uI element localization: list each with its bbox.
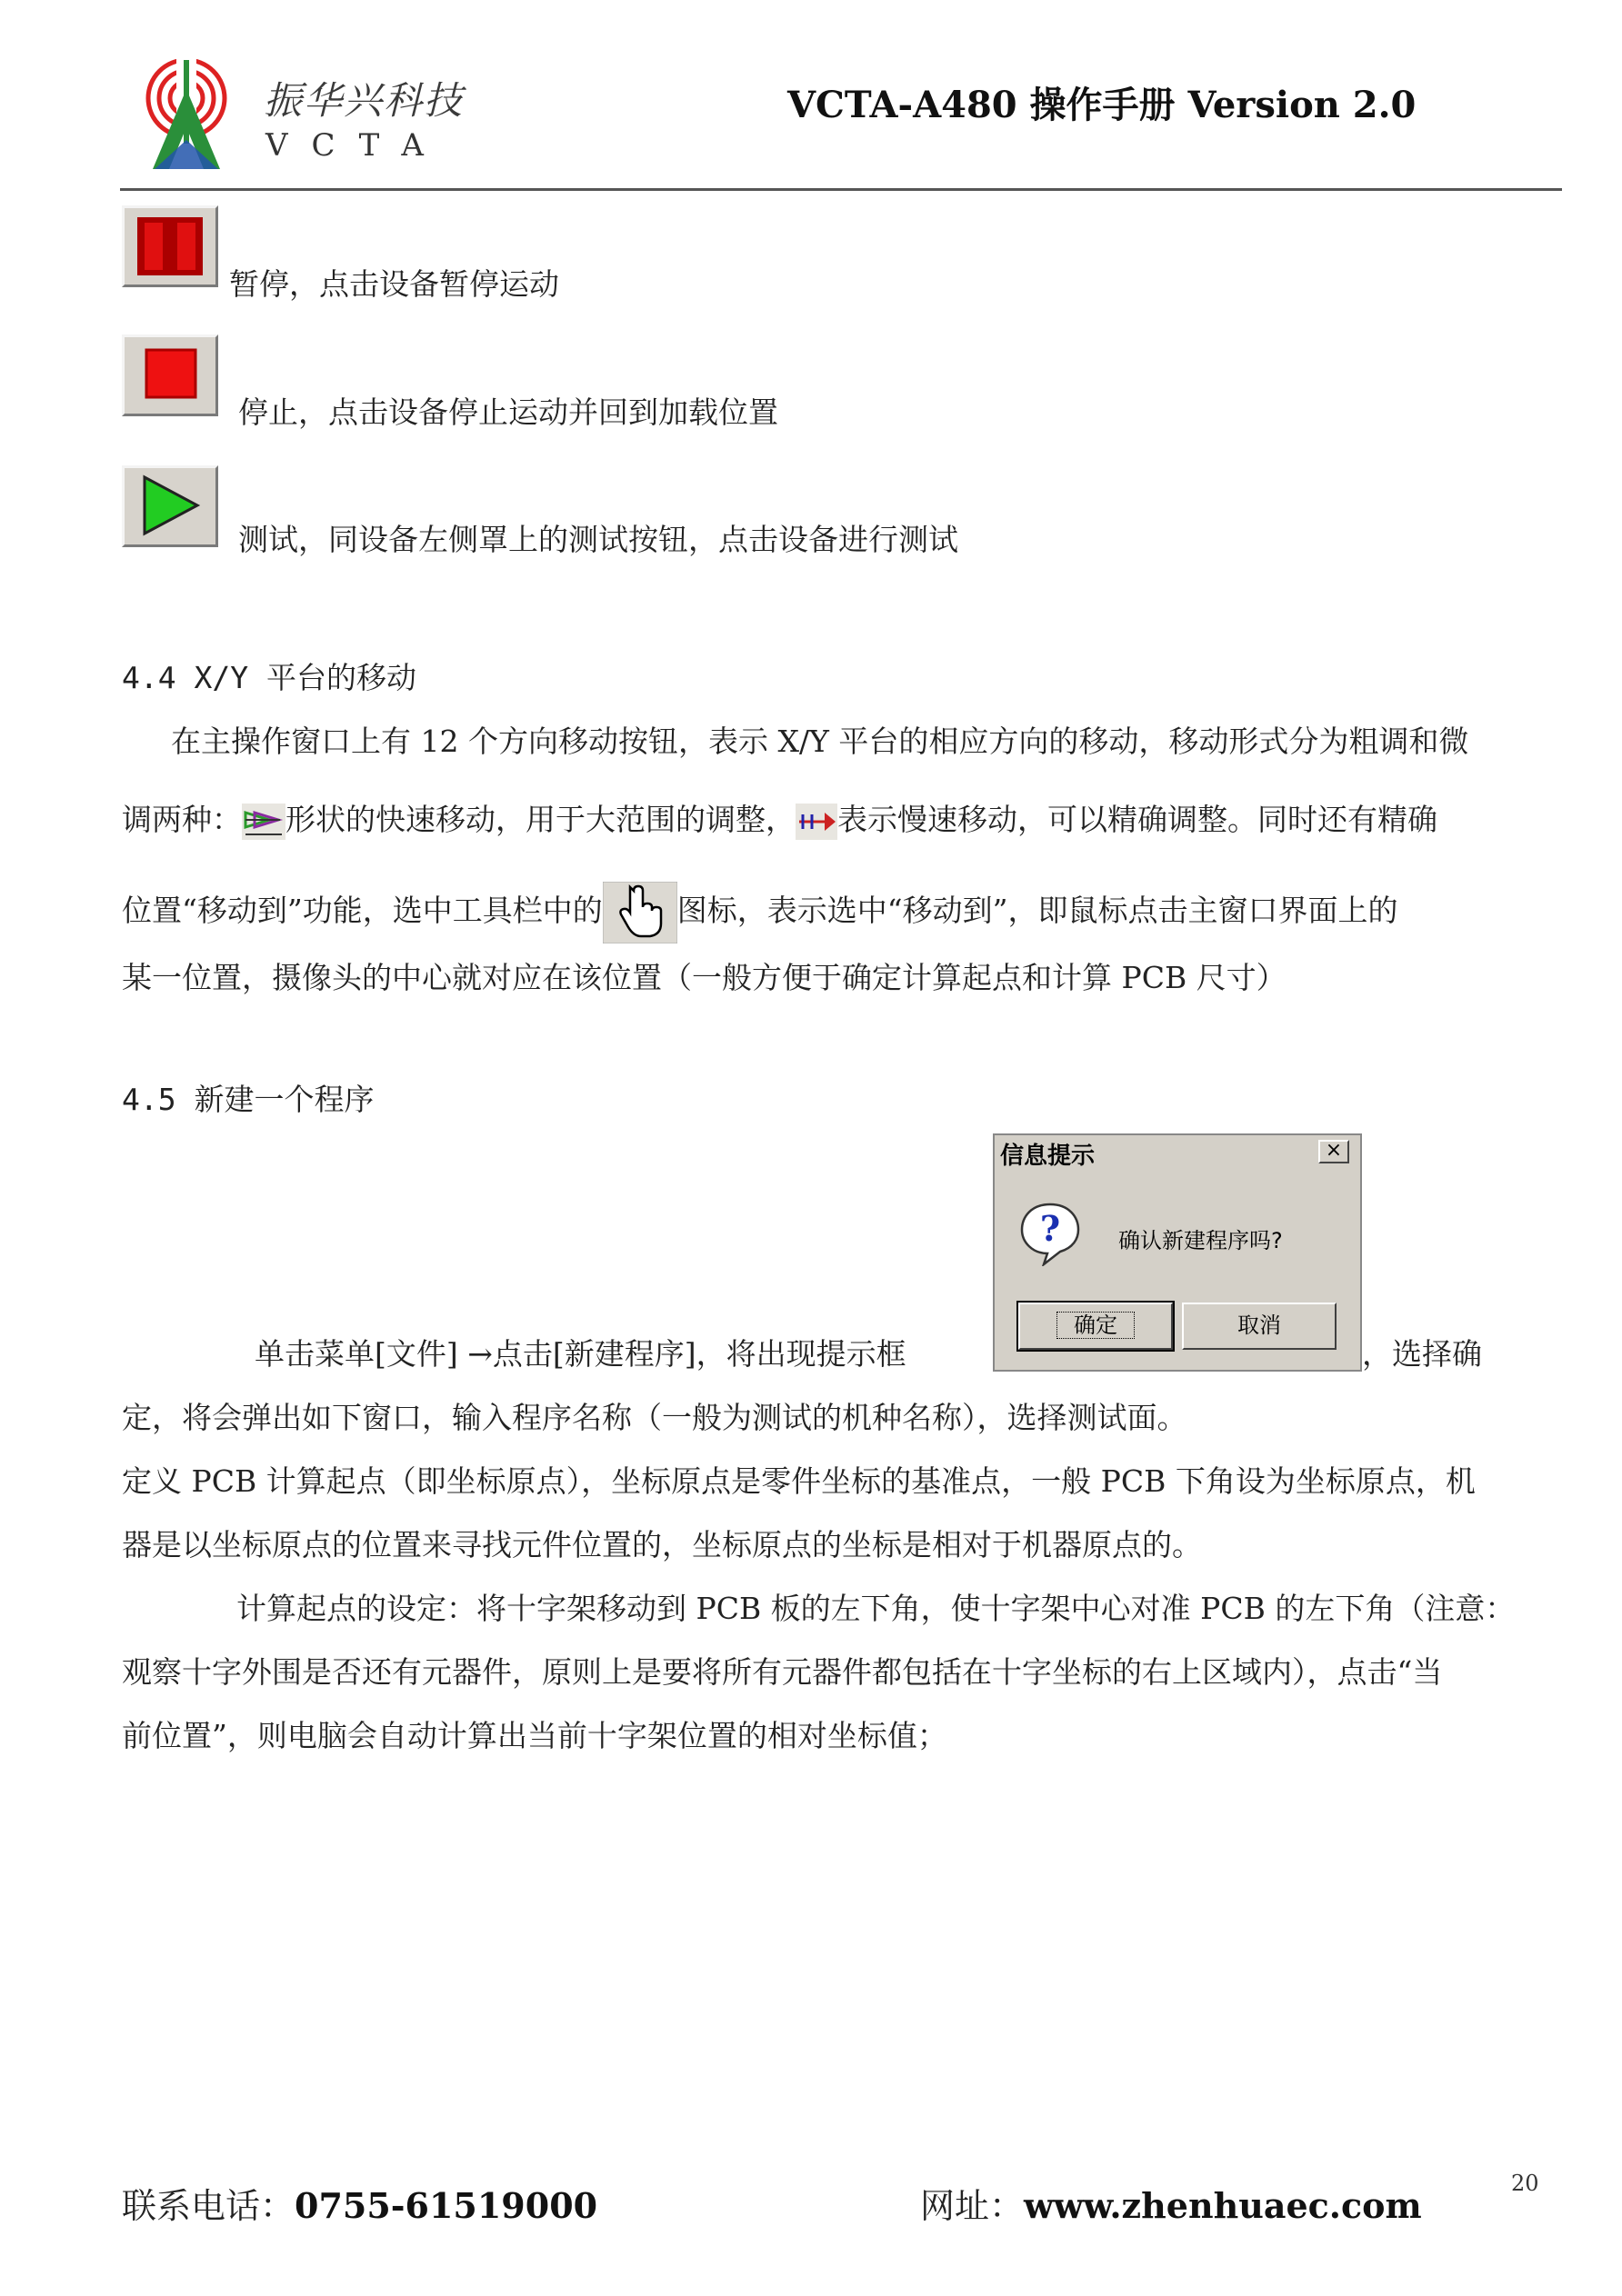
paragraph: 计算起点的设定：将十字架移动到 PCB 板的左下角，使十字架中心对准 PCB 的左下角（注意： <box>236 1591 1516 1626</box>
stop-icon <box>125 337 215 414</box>
svg-text:?: ? <box>1039 1208 1061 1249</box>
ok-button[interactable]: 确定 <box>1018 1303 1173 1350</box>
slow-move-icon <box>796 804 837 840</box>
paragraph: 在主操作窗口上有 12 个方向移动按钮，表示 X/Y 平台的相应方向的移动，移动形式分为粗调和微 <box>171 724 1469 759</box>
paragraph: 观察十字外围是否还有元器件，原则上是要将所有元器件都包括在十字坐标的右上区域内），点击“当 <box>122 1654 1443 1690</box>
paragraph: 位置“移动到”功能，选中工具栏中的 图标，表示选中“移动到”，即鼠标点击主窗口界面上的 <box>122 882 1398 943</box>
pause-icon <box>125 208 215 285</box>
footer-phone: 联系电话：0755-61519000 <box>122 2185 598 2226</box>
hand-cursor-icon <box>603 882 677 943</box>
paragraph: 某一位置，摄像头的中心就对应在该位置（一般方便于确定计算起点和计算 PCB 尺寸） <box>122 960 1287 995</box>
document-title: VCTA-A480 操作手册 Version 2.0 <box>787 84 1417 126</box>
dialog-title: 信息提示 <box>1000 1143 1096 1170</box>
play-button-image <box>122 465 218 547</box>
confirm-new-program-dialog <box>993 1133 1362 1372</box>
pause-button-image <box>122 205 218 287</box>
section-4-4-heading: 4.4 X/Y 平台的移动 <box>122 660 416 695</box>
brand-name-cn: 振华兴科技 <box>264 78 465 123</box>
paragraph: 器是以坐标原点的位置来寻找元件位置的，坐标原点的坐标是相对于机器原点的。 <box>122 1527 1202 1562</box>
paragraph: 调两种： 形状的快速移动，用于大范围的调整， 表示慢速移动，可以精确调整。同时还有精确 <box>122 796 1437 840</box>
stop-button-image <box>122 334 218 416</box>
paragraph: 前位置”，则电脑会自动计算出当前十字架位置的相对坐标值； <box>122 1718 947 1753</box>
website-link[interactable]: www.zhenhuaec.com <box>1024 2185 1422 2226</box>
page-number: 20 <box>1511 2171 1539 2196</box>
question-icon <box>1016 1199 1084 1266</box>
paragraph-continuation: ，选择确 <box>1362 1336 1482 1372</box>
footer-website: 网址：www.zhenhuaec.com <box>920 2185 1422 2226</box>
dialog-titlebar <box>995 1135 1360 1168</box>
close-button[interactable]: × <box>1318 1140 1349 1163</box>
paragraph: 定，将会弹出如下窗口，输入程序名称（一般为测试的机种名称），选择测试面。 <box>122 1400 1187 1435</box>
header-divider <box>120 188 1562 191</box>
play-description: 测试，同设备左侧罩上的测试按钮，点击设备进行测试 <box>238 522 958 557</box>
paragraph: 定义 PCB 计算起点（即坐标原点），坐标原点是零件坐标的基准点，一般 PCB 下角设为坐标原点，机 <box>122 1463 1476 1499</box>
play-icon <box>125 468 215 544</box>
brand-name-en: VCTA <box>265 127 447 164</box>
cancel-button[interactable]: 取消 <box>1182 1303 1337 1350</box>
dialog-message: 确认新建程序吗? <box>1118 1228 1283 1253</box>
stop-description: 停止，点击设备停止运动并回到加载位置 <box>238 394 778 430</box>
section-4-5-heading: 4.5 新建一个程序 <box>122 1082 375 1117</box>
company-logo <box>136 53 236 173</box>
pause-description: 暂停，点击设备暂停运动 <box>229 266 559 302</box>
paragraph: 单击菜单[文件] →点击[新建程序]，将出现提示框 <box>255 1336 906 1372</box>
fast-move-icon <box>242 804 285 840</box>
